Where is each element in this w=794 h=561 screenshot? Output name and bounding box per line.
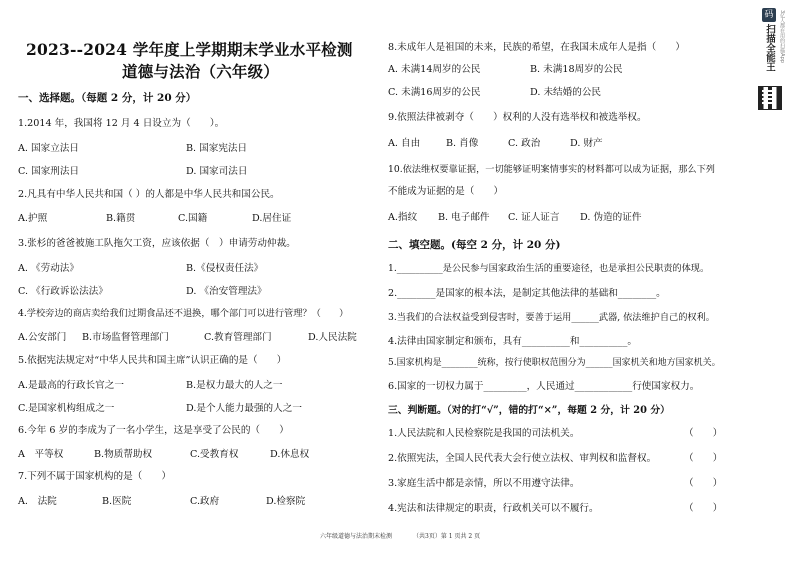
- page-footer: 六年级道德与法治期末检测 （共3页）第 1 页共 2 页: [320, 533, 481, 540]
- question-2: 2.凡具有中华人民共和国（ ）的人都是中华人民共和国公民。: [18, 189, 280, 200]
- q4-option-a: A.公安部门: [18, 332, 67, 343]
- fill-question-6: 6.国家的一切权力属于_________，人民通过____________行使国家权力。: [388, 381, 700, 392]
- fill-question-4: 4.法律由国家制定和颁布，具有__________和__________。: [388, 336, 637, 347]
- scanner-brand-subtitle: 3亿人都在用的扫描App: [779, 10, 785, 63]
- q4-option-b: B.市场监督管理部门: [82, 332, 169, 343]
- judge-answer-paren-4: （ ）: [684, 503, 723, 514]
- question-4: 4.学校旁边的商店卖给我们过期食品还不退换，哪个部门可以进行管理？（ ）: [18, 308, 349, 319]
- q4-option-d: D.人民法院: [308, 332, 357, 343]
- q2-option-c: C.国籍: [178, 213, 208, 224]
- question-6: 6.今年 6 岁的李成为了一名小学生，这是享受了公民的（ ）: [18, 425, 289, 436]
- fill-question-1: 1.__________是公民参与国家政治生活的重要途径，也是承担公民职责的体现。: [388, 263, 710, 274]
- fill-question-2: 2.________是国家的根本法，是制定其他法律的基础和________。: [388, 288, 666, 299]
- judge-question-1: 1.人民法院和人民检察院是我国的司法机关。: [388, 428, 580, 439]
- exam-title-line2: 道德与法治（六年级）: [122, 62, 280, 81]
- q6-option-d: D.休息权: [270, 449, 310, 460]
- q10-option-a: A.指纹: [388, 212, 418, 223]
- q9-option-d: D. 财产: [570, 138, 603, 149]
- q2-option-a: A.护照: [18, 213, 48, 224]
- judge-answer-paren-2: （ ）: [684, 453, 723, 464]
- q10-option-b: B. 电子邮件: [438, 212, 490, 223]
- q10-option-c: C. 证人证言: [508, 212, 560, 223]
- q7-option-d: D.检察院: [266, 496, 306, 507]
- q4-option-c: C.教育管理部门: [204, 332, 272, 343]
- q6-option-c: C.受教育权: [190, 449, 239, 460]
- qr-code-icon: [758, 86, 782, 110]
- judge-question-2: 2.依照宪法，全国人民代表大会行使立法权、审判权和监督权。: [388, 453, 657, 464]
- scanner-brand: [761, 8, 777, 78]
- judge-answer-paren-1: （ ）: [684, 428, 723, 439]
- question-5: 5.依据宪法规定对“中华人民共和国主席”认识正确的是（ ）: [18, 355, 287, 366]
- question-3: 3.张杉的爸爸被施工队拖欠工资，应该依据（ ）申请劳动仲裁。: [18, 238, 296, 249]
- q9-option-a: A. 自由: [388, 138, 421, 149]
- q9-option-b: B. 肖像: [446, 138, 479, 149]
- section-fill-heading: 二、填空题。(每空 2 分，计 20 分): [388, 239, 561, 251]
- q7-option-c: C.政府: [190, 496, 220, 507]
- judge-question-4: 4.宪法和法律规定的职责，行政机关可以不履行。: [388, 503, 599, 514]
- q2-option-d: D.居住证: [252, 213, 292, 224]
- question-9: 9.依照法律被剥夺（ ）权利的人没有选举权和被选举权。: [388, 112, 647, 123]
- q7-option-b: B.医院: [102, 496, 132, 507]
- q8-option-d: D. 未结婚的公民: [530, 87, 602, 98]
- judge-answer-paren-3: （ ）: [684, 478, 723, 489]
- q2-option-b: B.籍贯: [106, 213, 136, 224]
- q6-option-a: A 平等权: [18, 449, 64, 460]
- q5-option-b: B.是权力最大的人之一: [186, 380, 283, 391]
- q5-option-a: A.是最高的行政长官之一: [18, 380, 124, 391]
- q1-option-a: A. 国家立法日: [18, 143, 79, 154]
- section-choice-heading: 一、选择题。（每题 2 分，计 20 分）: [18, 92, 197, 104]
- question-10-line2: 不能成为证据的是（ ）: [388, 186, 504, 197]
- q1-option-c: C. 国家刑法日: [18, 166, 80, 177]
- q3-option-d: D. 《治安管理法》: [186, 286, 267, 297]
- scanner-logo-icon: 码: [762, 8, 776, 22]
- q9-option-c: C. 政治: [508, 138, 541, 149]
- q3-option-b: B.《侵权责任法》: [186, 263, 264, 274]
- q1-option-d: D. 国家司法日: [186, 166, 248, 177]
- q5-option-c: C.是国家机构组成之一: [18, 403, 115, 414]
- question-10-line1: 10.依法维权要靠证据，一切能够证明案情事实的材料都可以成为证据，那么下列: [388, 164, 715, 175]
- q6-option-b: B.物质帮助权: [94, 449, 153, 460]
- q8-option-b: B. 未满18周岁的公民: [530, 64, 623, 75]
- judge-question-3: 3.家庭生活中都是亲情，所以不用遵守法律。: [388, 478, 580, 489]
- question-8: 8.未成年人是祖国的未来，民族的希望，在我国未成年人是指（ ）: [388, 42, 685, 53]
- exam-title-line1: 2023--2024 学年度上学期期末学业水平检测: [26, 40, 353, 59]
- q8-option-a: A. 未满14周岁的公民: [388, 64, 481, 75]
- fill-question-3: 3.当我们的合法权益受到侵害时，要善于运用______武器, 依法维护自己的权利。: [388, 312, 715, 323]
- q3-option-c: C. 《行政诉讼法法》: [18, 286, 108, 297]
- q7-option-a: A. 法院: [18, 496, 57, 507]
- q5-option-d: D.是个人能力最强的人之一: [186, 403, 302, 414]
- fill-question-5: 5.国家机构是________统称，按行使职权范围分为______国家机关和地方国家机关。: [388, 358, 721, 368]
- q3-option-a: A. 《劳动法》: [18, 263, 79, 274]
- question-7: 7.下列不属于国家机构的是（ ）: [18, 471, 172, 482]
- scanner-brand-text: 扫描全能王: [764, 24, 775, 72]
- q1-option-b: B. 国家宪法日: [186, 143, 248, 154]
- q10-option-d: D. 伪造的证件: [580, 212, 642, 223]
- section-judge-heading: 三、判断题。（对的打“√”，错的打“×”，每题 2 分，计 20 分）: [388, 405, 670, 416]
- question-1: 1.2014 年，我国将 12 月 4 日设立为（ ）。: [18, 118, 225, 129]
- q8-option-c: C. 未满16周岁的公民: [388, 87, 481, 98]
